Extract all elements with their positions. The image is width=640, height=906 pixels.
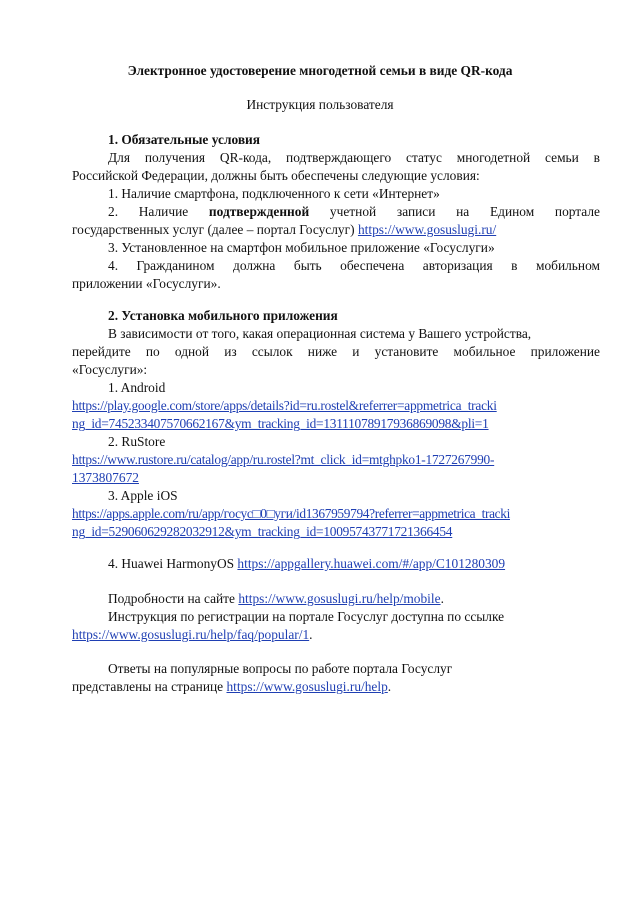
ios-link-line-1[interactable]: https://apps.apple.com/ru/app/госус□0□уги/id1367959794?referrer=appmetrica_tracki (72, 506, 510, 521)
document-title: Электронное удостоверение многодетной семьи в виде QR-кода (127, 63, 513, 78)
rustore-link-line-1[interactable]: https://www.rustore.ru/catalog/app/ru.rostel?mt_click_id=mtghpko1-1727267990- (72, 452, 495, 467)
ios-link-line-2[interactable]: ng_id=529060629282032912&ym_tracking_id=10095743771721366454 (72, 524, 453, 539)
condition-item-1: 1. Наличие смартфона, подключенного к сети «Интернет» (108, 186, 440, 201)
details-end: . (440, 591, 444, 606)
condition-item-2-line-2 (72, 221, 600, 239)
condition-item-2-bold: подтвержденной (208, 204, 310, 219)
condition-item-2-text: 2. Наличие (108, 204, 209, 219)
faq-end: . (387, 679, 392, 694)
section-1-heading: 1. Обязательные условия (108, 132, 261, 147)
condition-item-3: 3. Установленное на смартфон мобильное приложение «Госуслуги» (108, 240, 495, 255)
registration-line-2 (72, 626, 600, 644)
section-2-para-line-2: перейдите по одной из ссылок ниже и установите мобильное приложение (72, 344, 600, 359)
section-1-para-line-1: Для получения QR-кода, подтверждающего статус многодетной семьи в (108, 150, 600, 165)
condition-item-4-line-2: приложении «Госуслуги». (72, 276, 221, 291)
document-subtitle: Инструкция пользователя (246, 97, 394, 112)
faq-line-2 (72, 678, 600, 696)
faq-text: представлены на странице (72, 679, 227, 694)
rustore-label: 2. RuStore (108, 434, 166, 449)
ios-label: 3. Apple iOS (108, 488, 178, 503)
registration-end: . (309, 627, 313, 642)
section-1-para-line-2: Российской Федерации, должны быть обеспечены следующие условия: (72, 168, 480, 183)
gosuslugi-link[interactable]: https://www.gosuslugi.ru/ (357, 222, 497, 237)
help-link[interactable]: https://www.gosuslugi.ru/help (226, 679, 388, 694)
huawei-label: 4. Huawei HarmonyOS (108, 556, 238, 571)
faq-line-1: Ответы на популярные вопросы по работе портала Госуслуг (108, 661, 453, 676)
huawei-line (108, 555, 600, 573)
details-text: Подробности на сайте (108, 591, 239, 606)
android-link-line-1[interactable]: https://play.google.com/store/apps/details?id=ru.rostel&referrer=appmetrica_tracki (72, 398, 497, 413)
android-label: 1. Android (108, 380, 166, 395)
condition-item-4-line-1: 4. Гражданином должна быть обеспечена авторизация в мобильном (108, 258, 600, 273)
registration-line-1: Инструкция по регистрации на портале Госуслуг доступна по ссылке (108, 609, 505, 624)
condition-item-2-text-end: учетной записи на Едином портале (309, 204, 600, 219)
huawei-link[interactable]: https://appgallery.huawei.com/#/app/C101280309 (237, 556, 506, 571)
faq-popular-link[interactable]: https://www.gosuslugi.ru/help/faq/popular/1 (72, 627, 310, 642)
condition-item-2-text-2: государственных услуг (далее – портал Госуслуг) (72, 222, 358, 237)
details-line (108, 590, 600, 608)
section-2-para-line-3: «Госуслуги»: (72, 362, 148, 377)
help-mobile-link[interactable]: https://www.gosuslugi.ru/help/mobile (238, 591, 441, 606)
section-2-heading: 2. Установка мобильного приложения (108, 308, 338, 323)
android-link-line-2[interactable]: ng_id=745233407570662167&ym_tracking_id=13111078917936869098&pli=1 (72, 416, 489, 431)
rustore-link-line-2[interactable]: 1373807672 (72, 470, 139, 485)
section-2-para-line-1: В зависимости от того, какая операционная система у Вашего устройства, (108, 326, 532, 341)
condition-item-2-line-1 (108, 203, 600, 221)
